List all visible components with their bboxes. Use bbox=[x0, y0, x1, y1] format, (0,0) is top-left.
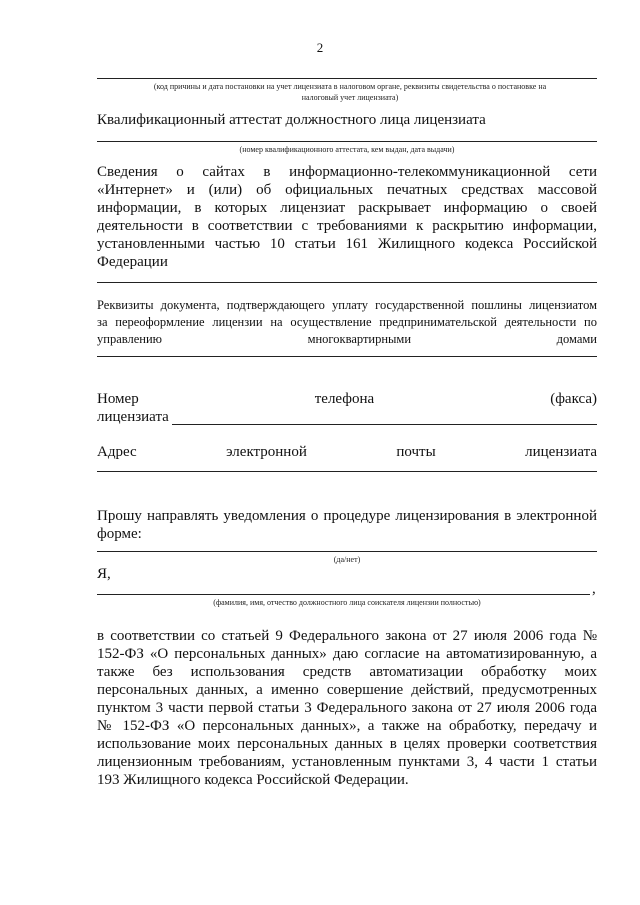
fee-field[interactable] bbox=[97, 356, 597, 357]
consent-text-line: также без использования средств автоматизации обработку моих bbox=[97, 664, 597, 680]
page-number: 2 bbox=[316, 40, 324, 55]
consent-text-line: в соответствии со статьей 9 Федерального закона от 27 июля 2006 года № bbox=[97, 628, 597, 644]
qualification-certificate-label: Квалификационный аттестат должностного лица лицензиата bbox=[97, 112, 486, 128]
sites-text-line: деятельности в соответствии с требованиями к раскрытию информации, bbox=[97, 218, 597, 234]
consent-text-line: использование моих персональных данных в целях проверки соответствия bbox=[97, 736, 597, 752]
phone-label-cont: лицензиата bbox=[97, 409, 169, 425]
tax-registration-field[interactable] bbox=[97, 78, 597, 79]
full-name-caption: (фамилия, имя, отчество должностного лица соискателя лицензии полностью) bbox=[213, 598, 481, 607]
sites-text-line: Федерации bbox=[97, 254, 168, 270]
consent-text-line: 152-ФЗ «О персональных данных» даю согласие на автоматизированную, а bbox=[97, 646, 597, 662]
full-name-field[interactable] bbox=[97, 594, 590, 595]
sites-text-line: информации, в которых лицензиат раскрывает информацию о своей bbox=[97, 200, 597, 216]
yes-no-caption: (да/нет) bbox=[333, 555, 361, 564]
notify-field[interactable] bbox=[97, 551, 597, 552]
consent-text-line: лицензионным требованиям, установленным пунктами 3, 4 части 1 статьи bbox=[97, 754, 597, 770]
qualification-certificate-field[interactable] bbox=[97, 141, 597, 142]
consent-text-line: персональных данных, а именно совершение действий, предусмотренных bbox=[97, 682, 597, 698]
notify-text-line: форме: bbox=[97, 526, 142, 542]
email-label: Адрес электронной почты лицензиата bbox=[97, 444, 597, 460]
notify-text-line: Прошу направлять уведомления о процедуре лицензирования в электронной bbox=[97, 508, 597, 524]
fee-text-line: Реквизиты документа, подтверждающего уплату государственной пошлины лицензиатом bbox=[97, 298, 597, 312]
sites-field[interactable] bbox=[97, 282, 597, 283]
sites-text-line: Сведения о сайтах в информационно-телекоммуникационной сети bbox=[97, 164, 597, 180]
consent-text-line: пунктом 3 части первой статьи 3 Федерального закона от 27 июля 2006 года bbox=[97, 700, 597, 716]
sites-text-line: «Интернет» и (или) об официальных печатных средствах массовой bbox=[97, 182, 597, 198]
consent-text-line: 193 Жилищного кодекса Российской Федерации. bbox=[97, 772, 409, 788]
email-field[interactable] bbox=[97, 471, 597, 472]
comma: , bbox=[592, 581, 596, 597]
tax-registration-caption: (код причины и дата постановки на учет лицензиата в налоговом органе, реквизиты свидетельства о постановке на налоговый учет лицензиата) bbox=[153, 82, 547, 102]
sites-text-line: установленными частью 10 статьи 161 Жилищного кодекса Российской bbox=[97, 236, 597, 252]
phone-label: Номер телефона (факса) bbox=[97, 391, 597, 407]
consent-text-line: № 152-ФЗ «О персональных данных», а также на обработку, передачу и bbox=[97, 718, 597, 734]
i-label: Я, bbox=[97, 566, 111, 582]
qualification-certificate-caption: (номер квалификационного аттестата, кем выдан, дата выдачи) bbox=[239, 145, 455, 154]
fee-text-line: управлению многоквартирными домами bbox=[97, 332, 597, 346]
fee-text-line: за переоформление лицензии на осуществление предпринимательской деятельности по bbox=[97, 315, 597, 329]
phone-field[interactable] bbox=[172, 424, 597, 425]
